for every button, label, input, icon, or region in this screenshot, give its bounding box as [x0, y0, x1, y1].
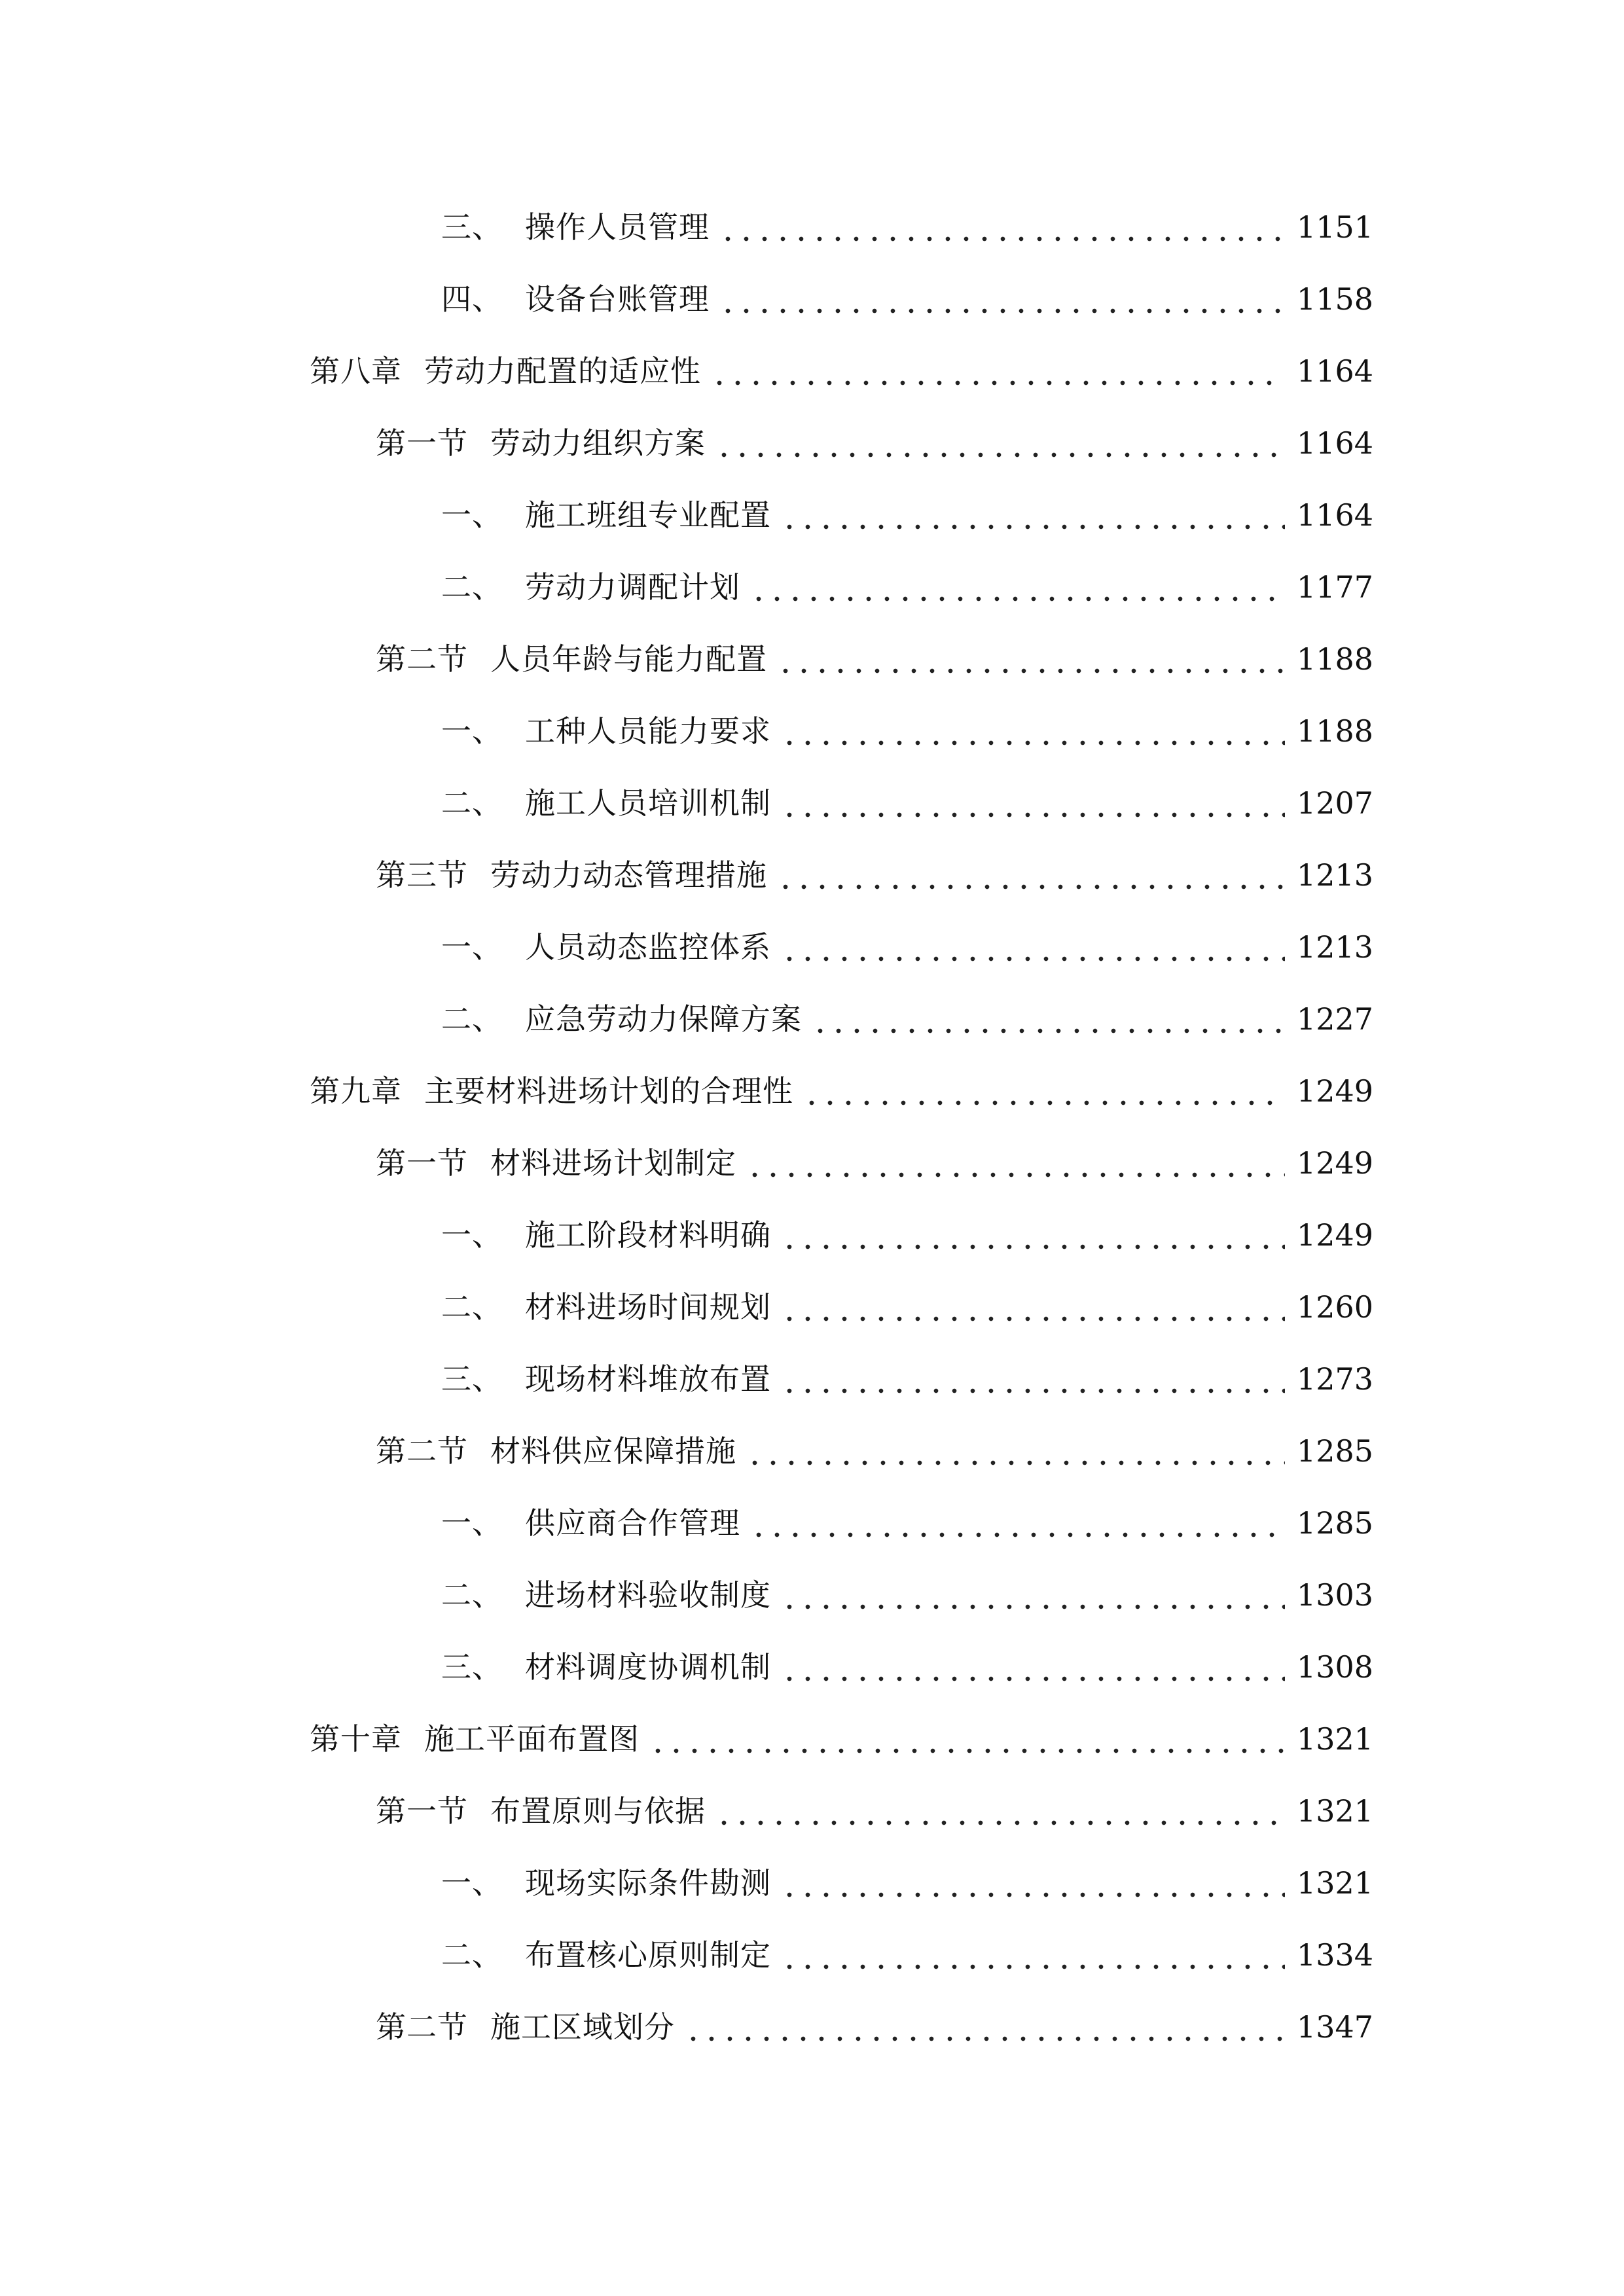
toc-entry-label — [441, 1937, 771, 1973]
toc-entry-chapter[interactable] — [310, 1702, 1373, 1757]
toc-entry-section[interactable] — [376, 1774, 1373, 1829]
toc-entry-number: 一、 — [441, 929, 503, 965]
toc-entry-number: 二、 — [441, 785, 503, 821]
dot-leader — [780, 504, 1285, 530]
toc-entry-page-number: 1158 — [1296, 281, 1373, 317]
toc-entry-title: 材料进场时间规划 — [525, 1289, 771, 1325]
toc-entry-number: 第三节 — [376, 857, 468, 893]
toc-entry-title: 工种人员能力要求 — [525, 713, 771, 749]
toc-entry-page-number: 1227 — [1296, 1001, 1373, 1037]
toc-entry-item[interactable] — [441, 910, 1373, 965]
toc-entry-title: 布置原则与依据 — [490, 1793, 706, 1829]
toc-entry-number: 第一节 — [376, 1145, 468, 1181]
toc-entry-title: 施工人员培训机制 — [525, 785, 771, 821]
toc-entry-title: 应急劳动力保障方案 — [525, 1001, 802, 1037]
dot-leader — [719, 288, 1285, 314]
toc-entry-title: 施工平面布置图 — [424, 1721, 640, 1757]
toc-entry-item[interactable] — [441, 550, 1373, 605]
toc-entry-title: 人员年龄与能力配置 — [490, 641, 767, 677]
dot-leader — [780, 1296, 1285, 1322]
toc-entry-label — [441, 1577, 771, 1613]
toc-entry-page-number: 1188 — [1296, 641, 1373, 677]
toc-entry-title: 劳动力动态管理措施 — [490, 857, 767, 893]
toc-entry-title: 施工区域划分 — [490, 2009, 675, 2045]
toc-entry-page-number: 1213 — [1296, 929, 1373, 965]
toc-entry-number: 第一节 — [376, 425, 468, 461]
toc-entry-section[interactable] — [376, 622, 1373, 677]
dot-leader — [719, 216, 1285, 242]
toc-entry-number: 一、 — [441, 1865, 503, 1901]
toc-entry-label — [376, 857, 767, 893]
toc-entry-number: 一、 — [441, 1505, 503, 1541]
toc-entry-page-number: 1213 — [1296, 857, 1373, 893]
dot-leader — [749, 576, 1285, 602]
dot-leader — [780, 1368, 1285, 1394]
toc-entry-number: 二、 — [441, 1577, 503, 1613]
toc-entry-number: 四、 — [441, 281, 503, 317]
toc-entry-label — [441, 1649, 771, 1685]
toc-entry-label — [441, 209, 710, 245]
toc-entry-label — [376, 425, 706, 461]
toc-entry-page-number: 1308 — [1296, 1649, 1373, 1685]
toc-entry-item[interactable] — [441, 1846, 1373, 1901]
toc-entry-title: 材料供应保障措施 — [490, 1433, 736, 1469]
dot-leader — [780, 720, 1285, 746]
dot-leader — [649, 1728, 1285, 1754]
toc-entry-page-number: 1260 — [1296, 1289, 1373, 1325]
toc-entry-number: 第九章 — [310, 1073, 402, 1109]
toc-entry-item[interactable] — [441, 982, 1373, 1037]
toc-entry-title: 人员动态监控体系 — [525, 929, 771, 965]
toc-entry-chapter[interactable] — [310, 334, 1373, 389]
dot-leader — [780, 936, 1285, 962]
toc-entry-title: 现场材料堆放布置 — [525, 1361, 771, 1397]
dot-leader — [780, 1944, 1285, 1970]
toc-entry-chapter[interactable] — [310, 1054, 1373, 1109]
dot-leader — [684, 2016, 1285, 2042]
dot-leader — [811, 1008, 1285, 1034]
toc-entry-page-number: 1249 — [1296, 1217, 1373, 1253]
toc-entry-section[interactable] — [376, 838, 1373, 893]
toc-entry-section[interactable] — [376, 1414, 1373, 1469]
toc-entry-label — [441, 1001, 802, 1037]
dot-leader — [780, 1872, 1285, 1898]
toc-entry-page-number: 1285 — [1296, 1505, 1373, 1541]
toc-entry-title: 材料进场计划制定 — [490, 1145, 736, 1181]
toc-entry-section[interactable] — [376, 406, 1373, 461]
toc-entry-item[interactable] — [441, 766, 1373, 821]
toc-entry-number: 第二节 — [376, 2009, 468, 2045]
toc-entry-page-number: 1249 — [1296, 1145, 1373, 1181]
toc-entry-label — [441, 785, 771, 821]
toc-entry-number: 一、 — [441, 1217, 503, 1253]
toc-entry-number: 一、 — [441, 713, 503, 749]
toc-entry-item[interactable] — [441, 1558, 1373, 1613]
toc-entry-title: 供应商合作管理 — [525, 1505, 740, 1541]
toc-entry-item[interactable] — [441, 1918, 1373, 1973]
toc-entry-page-number: 1177 — [1296, 569, 1373, 605]
toc-entry-title: 布置核心原则制定 — [525, 1937, 771, 1973]
dot-leader — [803, 1080, 1285, 1106]
toc-entry-label — [441, 1217, 771, 1253]
toc-entry-label — [310, 1073, 793, 1109]
toc-entry-title: 主要材料进场计划的合理性 — [424, 1073, 793, 1109]
toc-entry-label — [441, 1505, 740, 1541]
toc-entry-title: 进场材料验收制度 — [525, 1577, 771, 1613]
toc-entry-page-number: 1164 — [1296, 497, 1373, 533]
toc-entry-title: 施工班组专业配置 — [525, 497, 771, 533]
toc-entry-label — [441, 1361, 771, 1397]
toc-entry-item[interactable] — [441, 1486, 1373, 1541]
toc-entry-number: 三、 — [441, 1361, 503, 1397]
toc-entry-item[interactable] — [441, 478, 1373, 533]
toc-entry-label — [310, 353, 701, 389]
toc-entry-item[interactable] — [441, 190, 1373, 245]
toc-entry-label — [441, 281, 710, 317]
toc-entry-number: 三、 — [441, 209, 503, 245]
toc-entry-number: 第八章 — [310, 353, 402, 389]
toc-entry-label — [376, 641, 767, 677]
toc-entry-number: 第一节 — [376, 1793, 468, 1829]
toc-entry-label — [376, 1793, 706, 1829]
toc-entry-label — [441, 929, 771, 965]
toc-entry-item[interactable] — [441, 694, 1373, 749]
toc-entry-page-number: 1334 — [1296, 1937, 1373, 1973]
toc-entry-page-number: 1321 — [1296, 1865, 1373, 1901]
toc-entry-item[interactable] — [441, 1342, 1373, 1397]
toc-entry-label — [441, 497, 771, 533]
toc-entry-title: 劳动力配置的适应性 — [424, 353, 701, 389]
toc-entry-title: 操作人员管理 — [525, 209, 710, 245]
dot-leader — [780, 1224, 1285, 1250]
toc-entry-item[interactable] — [441, 1630, 1373, 1685]
toc-entry-number: 二、 — [441, 1001, 503, 1037]
toc-entry-number: 三、 — [441, 1649, 503, 1685]
toc-entry-item[interactable] — [441, 262, 1373, 317]
toc-entry-number: 一、 — [441, 497, 503, 533]
toc-entry-page-number: 1303 — [1296, 1577, 1373, 1613]
dot-leader — [780, 792, 1285, 818]
toc-entry-number: 二、 — [441, 1937, 503, 1973]
toc-entry-label — [310, 1721, 640, 1757]
toc-entry-item[interactable] — [441, 1198, 1373, 1253]
toc-entry-page-number: 1151 — [1296, 209, 1373, 245]
toc-entry-section[interactable] — [376, 1990, 1373, 2045]
toc-entry-item[interactable] — [441, 1270, 1373, 1325]
toc-entry-label — [376, 1433, 736, 1469]
toc-entry-page-number: 1207 — [1296, 785, 1373, 821]
dot-leader — [780, 1656, 1285, 1682]
dot-leader — [715, 1800, 1285, 1826]
dot-leader — [776, 648, 1285, 674]
dot-leader — [776, 864, 1285, 890]
dot-leader — [749, 1512, 1285, 1538]
toc-entry-label — [441, 569, 740, 605]
toc-entry-title: 材料调度协调机制 — [525, 1649, 771, 1685]
toc-entry-section[interactable] — [376, 1126, 1373, 1181]
toc-entry-page-number: 1188 — [1296, 713, 1373, 749]
toc-entry-number: 第二节 — [376, 641, 468, 677]
toc-entry-label — [376, 2009, 675, 2045]
dot-leader — [710, 360, 1285, 386]
toc-entry-page-number: 1347 — [1296, 2009, 1373, 2045]
toc-entry-page-number: 1321 — [1296, 1721, 1373, 1757]
toc-entry-page-number: 1285 — [1296, 1433, 1373, 1469]
toc-entry-page-number: 1164 — [1296, 353, 1373, 389]
toc-entry-number: 二、 — [441, 1289, 503, 1325]
dot-leader — [746, 1152, 1285, 1178]
toc-entry-title: 现场实际条件勘测 — [525, 1865, 771, 1901]
toc-entry-number: 二、 — [441, 569, 503, 605]
toc-entry-label — [441, 1865, 771, 1901]
toc-entry-label — [441, 1289, 771, 1325]
toc-entry-page-number: 1273 — [1296, 1361, 1373, 1397]
toc-entry-title: 施工阶段材料明确 — [525, 1217, 771, 1253]
toc-entry-label — [441, 713, 771, 749]
toc-entry-number: 第二节 — [376, 1433, 468, 1469]
dot-leader — [746, 1440, 1285, 1466]
toc-entry-number: 第十章 — [310, 1721, 402, 1757]
dot-leader — [715, 432, 1285, 458]
toc-entry-title: 劳动力调配计划 — [525, 569, 740, 605]
toc-entry-page-number: 1321 — [1296, 1793, 1373, 1829]
toc-entry-title: 设备台账管理 — [525, 281, 710, 317]
toc-entry-page-number: 1164 — [1296, 425, 1373, 461]
dot-leader — [780, 1584, 1285, 1610]
toc-entry-label — [376, 1145, 736, 1181]
toc-entry-title: 劳动力组织方案 — [490, 425, 706, 461]
toc-entry-page-number: 1249 — [1296, 1073, 1373, 1109]
